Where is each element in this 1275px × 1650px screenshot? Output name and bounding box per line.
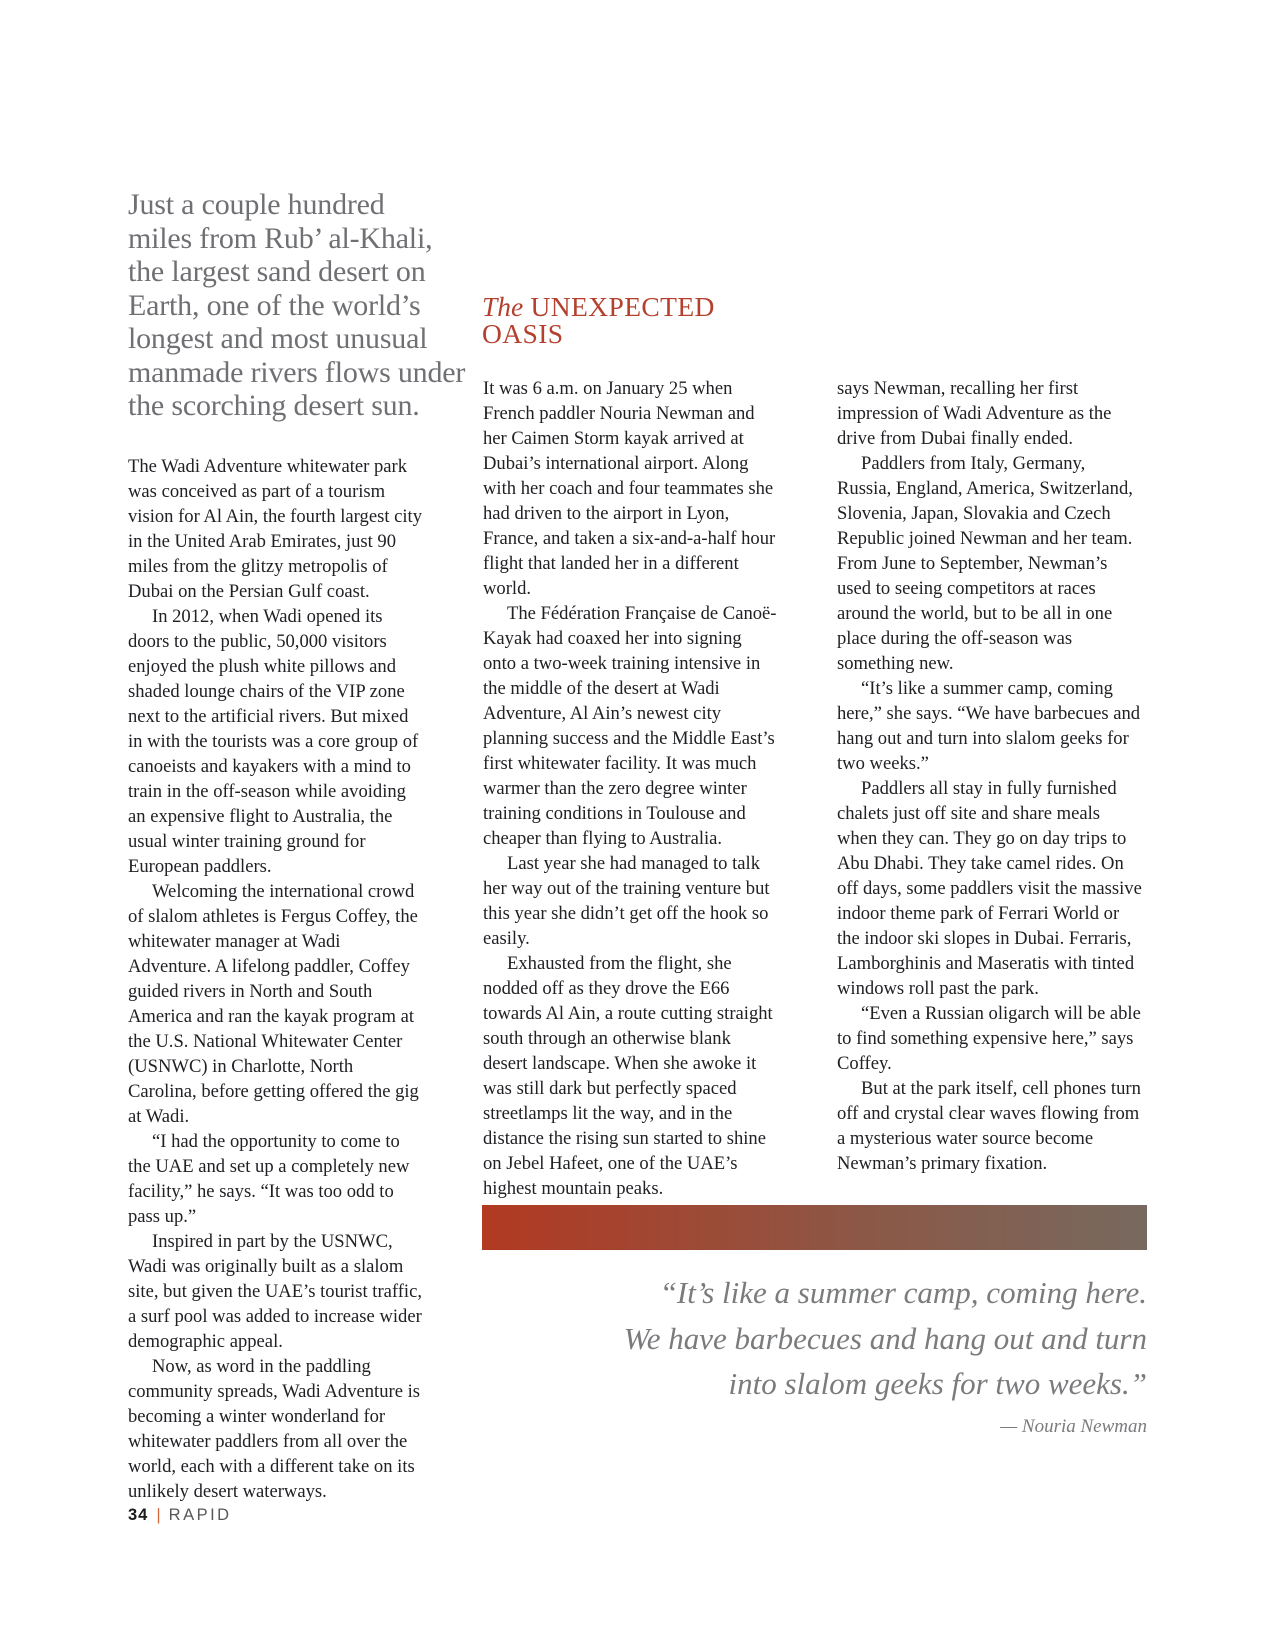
- dek-line: Just a couple hundred: [128, 188, 385, 221]
- body-paragraph: But at the park itself, cell phones turn off and crystal clear waves flowing from a mysterious water source become Newman’s primary fixation.: [837, 1078, 1141, 1174]
- pull-quote-line: “It’s like a summer camp, coming here.: [659, 1275, 1147, 1310]
- article-headline: [482, 293, 715, 347]
- footer-separator: |: [156, 1506, 161, 1524]
- body-paragraph: “I had the opportunity to come to the UAE and set up a completely new facility,” he says. “It was too odd to pass up.”: [128, 1131, 410, 1227]
- right-column: [837, 376, 1143, 1176]
- body-paragraph: Exhausted from the flight, she nodded off as they drove the E66 towards Al Ain, a route cutting straight south through an otherwise blank desert landscape. When she awoke it was still dark but perfectly spaced streetlamps lit the way, and in the distance the rising sun started to shine on Jebel Hafeet, one of the UAE’s highest mountain peaks.: [483, 953, 773, 1199]
- middle-column: [483, 376, 779, 1251]
- body-paragraph: Now, as word in the paddling community spreads, Wadi Adventure is becoming a winter wonderland for whitewater paddlers from all over the world, each with a different take on its unlikely desert waterways.: [128, 1356, 420, 1502]
- body-paragraph: “Even a Russian oligarch will be able to find something expensive here,” says Coffey.: [837, 1003, 1141, 1074]
- body-paragraph: Inspired in part by the USNWC, Wadi was originally built as a slalom site, but given the UAE’s tourist traffic, a surf pool was added to increase wider demographic appeal.: [128, 1231, 423, 1352]
- body-paragraph: Welcoming the international crowd of slalom athletes is Fergus Coffey, the whitewater manager at Wadi Adventure. A lifelong paddler, Coffey guided rivers in North and South America and ran the kayak program at the U.S. National Whitewater Center (USNWC) in Charlotte, North Carolina, before getting offered the gig at Wadi.: [128, 881, 419, 1127]
- body-paragraph: The Wadi Adventure whitewater park was conceived as part of a tourism vision for Al Ain, the fourth largest city in the United Arab Emirates, just 90 miles from the glitzy metropolis of Dubai on the Persian Gulf coast.: [128, 456, 423, 602]
- dek-line: miles from Rub’ al-Khali,: [128, 221, 433, 255]
- dek-line: longest and most unusual: [128, 322, 428, 355]
- intro-dek: [128, 188, 465, 423]
- left-column: [128, 454, 426, 1504]
- pull-quote-line: We have barbecues and hang out and turn: [623, 1320, 1147, 1356]
- headline-the: The: [482, 291, 524, 322]
- body-paragraph: The Fédération Française de Canoë-Kayak had coaxed her into signing onto a two-week training intensive in the middle of the desert at Wadi Adventure, Al Ain’s newest city planning success and the Middle East’s first whitewater facility. It was much warmer than the zero degree winter training conditions in Toulouse and cheaper than flying to Australia.: [483, 603, 777, 849]
- headline-line1: UNEXPECTED: [530, 291, 715, 322]
- pull-quote-line: into slalom geeks for two weeks.”: [728, 1366, 1147, 1401]
- section-divider-bar: [482, 1205, 1147, 1250]
- body-paragraph: Paddlers from Italy, Germany, Russia, England, America, Switzerland, Slovenia, Japan, Slovakia and Czech Republic joined Newman and her team. From June to September, Newman’s used to seeing competitors at races around the world, but to be all in one place during the off-season was something new.: [837, 453, 1133, 674]
- body-paragraph: Last year she had managed to talk her way out of the training venture but this year she didn’t get off the hook so easily.: [483, 853, 770, 949]
- page-footer: [128, 1506, 232, 1525]
- pull-quote: [407, 1270, 1147, 1439]
- body-paragraph: “It’s like a summer camp, coming here,” she says. “We have barbecues and hang out and turn into slalom geeks for two weeks.”: [837, 678, 1141, 774]
- body-paragraph: Paddlers all stay in fully furnished chalets just off site and share meals when they can. They go on day trips to Abu Dhabi. They take camel rides. On off days, some paddlers visit the massive indoor theme park of Ferrari World or the indoor ski slopes in Dubai. Ferraris, Lamborghinis and Maseratis with tinted windows roll past the park.: [837, 778, 1142, 999]
- magazine-title: RAPID: [168, 1506, 232, 1524]
- dek-line: manmade rivers flows under: [128, 355, 466, 389]
- body-paragraph: In 2012, when Wadi opened its doors to the public, 50,000 visitors enjoyed the plush white pillows and shaded lounge chairs of the VIP zone next to the artificial rivers. But mixed in with the tourists was a core group of canoeists and kayakers with a mind to train in the off-season while avoiding an expensive flight to Australia, the usual winter training ground for European paddlers.: [128, 606, 419, 877]
- dek-line: the largest sand desert on: [128, 255, 426, 288]
- page-number: 34: [128, 1506, 149, 1524]
- pull-quote-attribution: — Nouria Newman: [1000, 1415, 1147, 1437]
- dek-line: Earth, one of the world’s: [128, 288, 421, 322]
- headline-line2: OASIS: [482, 318, 564, 349]
- body-paragraph: says Newman, recalling her first impression of Wadi Adventure as the drive from Dubai finally ended.: [837, 378, 1112, 449]
- dek-line: the scorching desert sun.: [128, 389, 420, 422]
- body-paragraph: It was 6 a.m. on January 25 when French paddler Nouria Newman and her Caimen Storm kayak arrived at Dubai’s international airport. Along with her coach and four teammates she had driven to the airport in Lyon, France, and taken a six-and-a-half hour flight that landed her in a different world.: [483, 378, 776, 599]
